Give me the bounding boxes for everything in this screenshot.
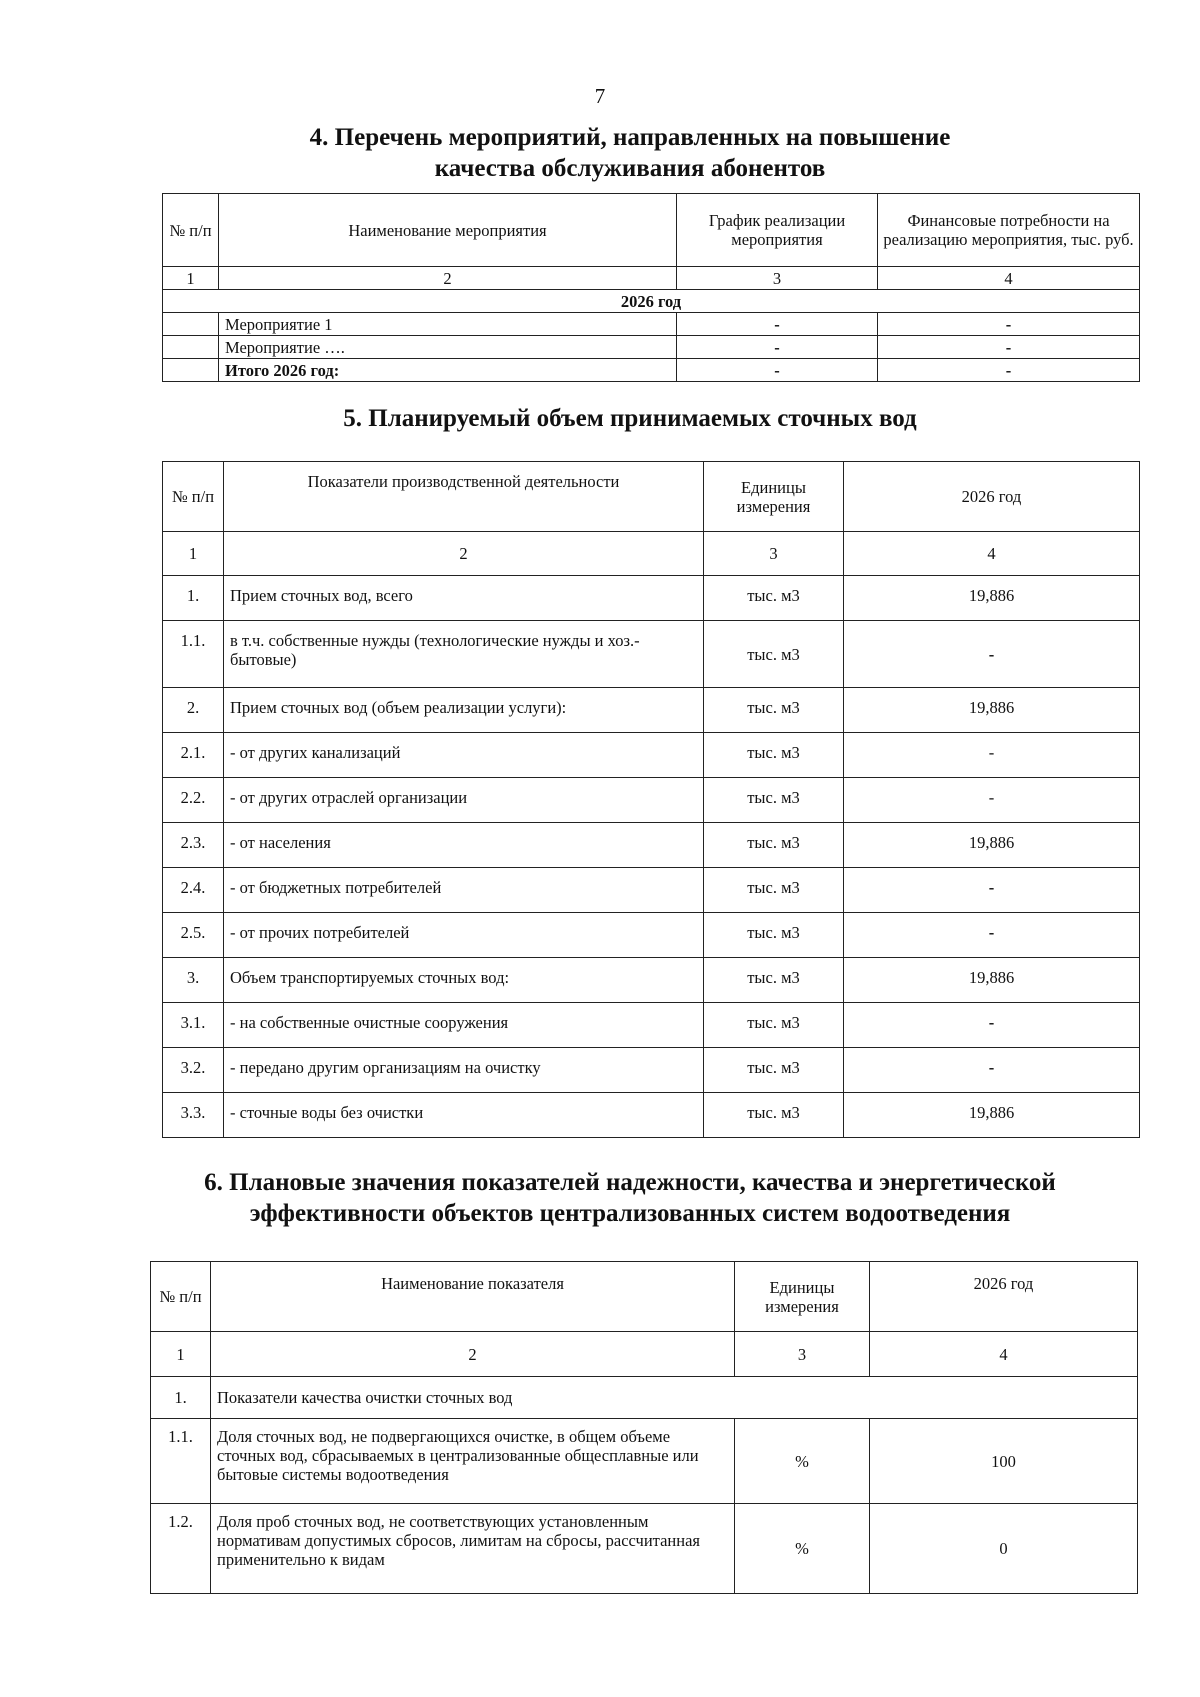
colnum: 3 (704, 532, 844, 576)
row-value: - (844, 1048, 1140, 1093)
column-number-row (151, 1332, 1138, 1377)
table-row (163, 913, 1140, 958)
row-num: 2.5. (163, 913, 224, 958)
header-num: № п/п (163, 194, 219, 267)
row-unit: тыс. м3 (704, 868, 844, 913)
row-num: 2. (163, 688, 224, 733)
row-num: 3.3. (163, 1093, 224, 1138)
year-row (163, 290, 1140, 313)
table-row (163, 621, 1140, 688)
table-header-row (163, 462, 1140, 532)
row-name: Доля сточных вод, не подвергающихся очистке, в общем объеме сточных вод, сбрасываемых в централизованные общесплавные или бытовые системы водоотведения (211, 1419, 735, 1504)
row-value: 19,886 (844, 958, 1140, 1003)
row-value: - (844, 1003, 1140, 1048)
row-name: Объем транспортируемых сточных вод: (224, 958, 704, 1003)
row-name: Прием сточных вод, всего (224, 576, 704, 621)
row-value: - (844, 868, 1140, 913)
row-num: 3.1. (163, 1003, 224, 1048)
header-unit: Единицы измерения (735, 1262, 870, 1332)
page-number: 7 (594, 84, 606, 108)
colnum: 1 (163, 267, 219, 290)
year-label: 2026 год (163, 290, 1140, 313)
column-number-row (163, 532, 1140, 576)
table-row (163, 958, 1140, 1003)
section4-title-line2: качества обслуживания абонентов (434, 155, 826, 182)
row-value: - (844, 621, 1140, 688)
row-num: 2.4. (163, 868, 224, 913)
colnum: 4 (870, 1332, 1138, 1377)
row-unit: тыс. м3 (704, 1048, 844, 1093)
row-num: 2.3. (163, 823, 224, 868)
row-name: - от других канализаций (224, 733, 704, 778)
row-num: 1.2. (151, 1504, 211, 1594)
row-name: - от бюджетных потребителей (224, 868, 704, 913)
row-schedule: - (677, 336, 878, 359)
row-num: 1. (163, 576, 224, 621)
row-name: в т.ч. собственные нужды (технологические нужды и хоз.-бытовые) (224, 621, 704, 688)
section5-title: 5. Планируемый объем принимаемых сточных вод (343, 405, 917, 432)
row-name: Мероприятие 1 (219, 313, 677, 336)
row-value: 19,886 (844, 576, 1140, 621)
row-num: 2.2. (163, 778, 224, 823)
row-unit: тыс. м3 (704, 1093, 844, 1138)
row-unit: тыс. м3 (704, 1003, 844, 1048)
row-unit: тыс. м3 (704, 823, 844, 868)
row-num (163, 313, 219, 336)
row-unit: тыс. м3 (704, 621, 844, 688)
colnum: 3 (735, 1332, 870, 1377)
colnum: 1 (151, 1332, 211, 1377)
header-name: Наименование показателя (211, 1262, 735, 1332)
section5-table (162, 461, 1140, 1138)
row-num: 1.1. (151, 1419, 211, 1504)
colnum: 4 (844, 532, 1140, 576)
row-finance: - (878, 336, 1140, 359)
row-unit: тыс. м3 (704, 958, 844, 1003)
row-value: 0 (870, 1504, 1138, 1594)
row-num (163, 336, 219, 359)
table-row (151, 1419, 1138, 1504)
column-number-row (163, 267, 1140, 290)
row-finance: - (878, 313, 1140, 336)
row-value: 19,886 (844, 1093, 1140, 1138)
row-value: 19,886 (844, 688, 1140, 733)
total-finance: - (878, 359, 1140, 382)
total-label: Итого 2026 год: (219, 359, 677, 382)
row-name: - от других отраслей организации (224, 778, 704, 823)
table-row (151, 1504, 1138, 1594)
row-value: - (844, 733, 1140, 778)
colnum: 2 (219, 267, 677, 290)
section4-title-line1: 4. Перечень мероприятий, направленных на повышение (309, 124, 951, 151)
table-row (163, 576, 1140, 621)
section6-title-line2: эффективности объектов централизованных систем водоотведения (249, 1200, 1011, 1227)
colnum: 2 (211, 1332, 735, 1377)
table-row (163, 1048, 1140, 1093)
row-value: 19,886 (844, 823, 1140, 868)
row-num: 2.1. (163, 733, 224, 778)
header-num: № п/п (163, 462, 224, 532)
colnum: 3 (677, 267, 878, 290)
table-row (163, 313, 1140, 336)
table-header-row (163, 194, 1140, 267)
row-unit: тыс. м3 (704, 913, 844, 958)
table-row (163, 868, 1140, 913)
row-unit: % (735, 1419, 870, 1504)
header-unit: Единицы измерения (704, 462, 844, 532)
row-schedule: - (677, 313, 878, 336)
section6-title-line1: 6. Плановые значения показателей надежности, качества и энергетической (204, 1169, 1056, 1196)
row-name: - на собственные очистные сооружения (224, 1003, 704, 1048)
header-year: 2026 год (870, 1262, 1138, 1332)
row-name: - от населения (224, 823, 704, 868)
row-num: 3.2. (163, 1048, 224, 1093)
row-value: - (844, 778, 1140, 823)
row-unit: тыс. м3 (704, 778, 844, 823)
row-unit: % (735, 1504, 870, 1594)
group-name: Показатели качества очистки сточных вод (211, 1377, 1138, 1419)
table-row (163, 1003, 1140, 1048)
row-name: Доля проб сточных вод, не соответствующих установленным нормативам допустимых сбросов, лимитам на сбросы, рассчитанная применительно к видам (211, 1504, 735, 1594)
group-row (151, 1377, 1138, 1419)
table-row (163, 688, 1140, 733)
row-name: - от прочих потребителей (224, 913, 704, 958)
row-name: Прием сточных вод (объем реализации услуги): (224, 688, 704, 733)
table-row (163, 1093, 1140, 1138)
total-schedule: - (677, 359, 878, 382)
table-header-row (151, 1262, 1138, 1332)
row-name: Мероприятие …. (219, 336, 677, 359)
header-schedule: График реализации мероприятия (677, 194, 878, 267)
header-finance: Финансовые потребности на реализацию мероприятия, тыс. руб. (878, 194, 1140, 267)
row-value: 100 (870, 1419, 1138, 1504)
table-row (163, 336, 1140, 359)
section4-title (150, 122, 1110, 184)
header-name: Показатели производственной деятельности (224, 462, 704, 532)
header-name: Наименование мероприятия (219, 194, 677, 267)
row-unit: тыс. м3 (704, 733, 844, 778)
colnum: 4 (878, 267, 1140, 290)
row-unit: тыс. м3 (704, 576, 844, 621)
row-name: - передано другим организациям на очистку (224, 1048, 704, 1093)
table-row (163, 733, 1140, 778)
table-row (163, 778, 1140, 823)
colnum: 1 (163, 532, 224, 576)
row-name: - сточные воды без очистки (224, 1093, 704, 1138)
colnum: 2 (224, 532, 704, 576)
section6-table (150, 1261, 1138, 1594)
header-year: 2026 год (844, 462, 1140, 532)
section4-table (162, 193, 1140, 382)
row-unit: тыс. м3 (704, 688, 844, 733)
row-value: - (844, 913, 1140, 958)
section6-title (130, 1167, 1130, 1229)
header-num: № п/п (151, 1262, 211, 1332)
row-num (163, 359, 219, 382)
total-row (163, 359, 1140, 382)
row-num: 3. (163, 958, 224, 1003)
row-num: 1.1. (163, 621, 224, 688)
table-row (163, 823, 1140, 868)
group-num: 1. (151, 1377, 211, 1419)
